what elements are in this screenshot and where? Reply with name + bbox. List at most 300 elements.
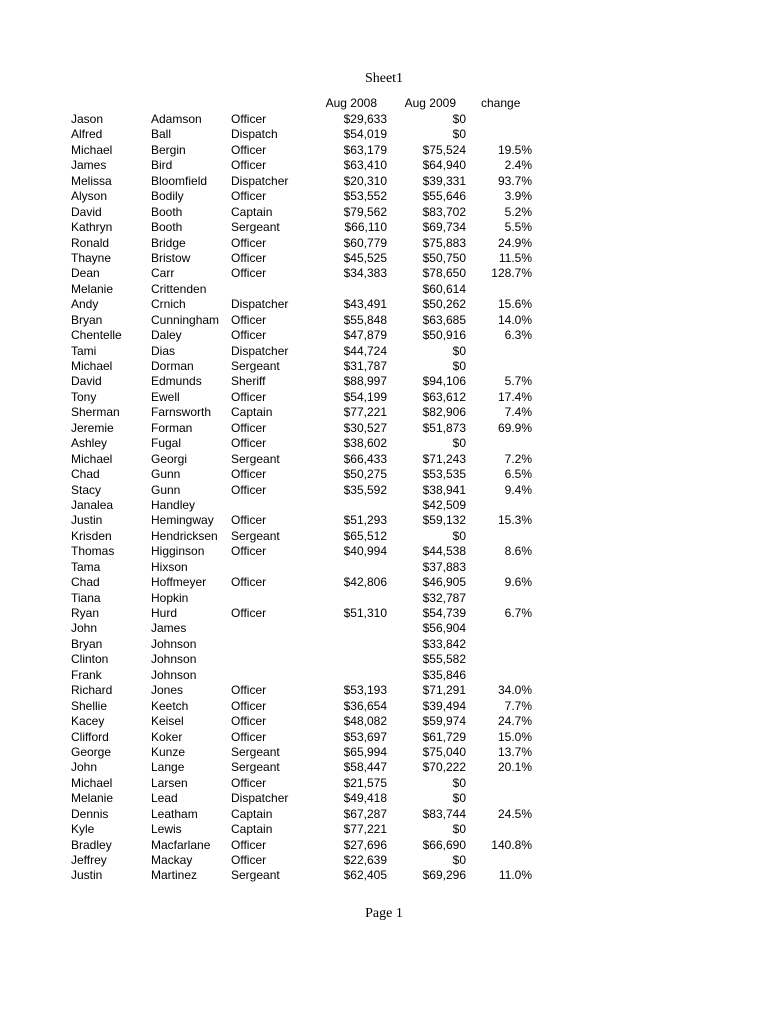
first-name-cell: Chad	[71, 467, 100, 482]
table-row	[0, 158, 768, 173]
first-name-cell: Clifford	[71, 729, 109, 744]
job-title-cell: Officer	[231, 158, 267, 173]
first-name-cell: Alfred	[71, 127, 103, 142]
last-name-cell: Leatham	[151, 806, 198, 821]
aug-2009-salary-cell: $50,916	[422, 328, 466, 343]
first-name-cell: Tama	[71, 559, 101, 574]
aug-2008-salary-cell: $43,491	[343, 297, 387, 312]
first-name-cell: Clinton	[71, 652, 109, 667]
change-percent-cell: 34.0%	[497, 683, 532, 698]
last-name-cell: Bodily	[151, 189, 184, 204]
change-percent-cell: 128.7%	[491, 266, 532, 281]
first-name-cell: Thayne	[71, 250, 112, 265]
aug-2009-salary-cell: $55,582	[422, 652, 466, 667]
change-percent-cell: 17.4%	[497, 389, 532, 404]
aug-2009-salary-cell: $42,509	[422, 497, 466, 512]
table-row	[0, 174, 768, 189]
last-name-cell: Bloomfield	[151, 173, 208, 188]
job-title-cell: Sergeant	[231, 868, 280, 883]
change-percent-cell: 5.5%	[504, 220, 532, 235]
aug-2009-salary-cell: $69,296	[422, 868, 466, 883]
table-row	[0, 483, 768, 498]
job-title-cell: Officer	[231, 467, 267, 482]
aug-2009-salary-cell: $44,538	[422, 544, 466, 559]
table-row	[0, 714, 768, 729]
aug-2009-salary-cell: $51,873	[422, 420, 466, 435]
aug-2008-salary-cell: $22,639	[343, 853, 387, 867]
change-percent-cell: 2.4%	[504, 158, 532, 173]
job-title-cell: Officer	[231, 482, 267, 497]
job-title-cell: Officer	[231, 575, 267, 590]
last-name-cell: Booth	[151, 220, 183, 235]
change-percent-cell: 24.5%	[497, 806, 532, 821]
aug-2009-salary-cell: $33,842	[422, 636, 466, 651]
job-title-cell: Officer	[231, 698, 267, 713]
first-name-cell: Kathryn	[71, 220, 113, 235]
change-percent-cell: 69.9%	[497, 420, 532, 435]
change-percent-cell: 15.6%	[497, 297, 532, 312]
first-name-cell: Melissa	[71, 173, 112, 188]
last-name-cell: Kunze	[151, 744, 186, 759]
job-title-cell: Officer	[231, 683, 267, 698]
last-name-cell: Handley	[151, 497, 196, 512]
table-row	[0, 220, 768, 235]
aug-2008-salary-cell: $51,293	[343, 513, 387, 528]
last-name-cell: Hurd	[151, 606, 178, 620]
first-name-cell: Michael	[71, 142, 113, 157]
aug-2009-salary-cell: $82,906	[422, 405, 466, 420]
aug-2008-salary-cell: $67,287	[343, 806, 387, 821]
last-name-cell: Lead	[151, 791, 178, 806]
change-percent-cell: 11.0%	[498, 868, 532, 883]
table-row	[0, 405, 768, 420]
table-row	[0, 359, 768, 374]
table-row	[0, 683, 768, 698]
first-name-cell: Melanie	[71, 281, 114, 296]
last-name-cell: Johnson	[151, 636, 197, 651]
first-name-cell: James	[71, 158, 107, 173]
aug-2009-salary-cell: $50,750	[422, 250, 466, 265]
aug-2009-salary-cell: $66,690	[422, 837, 466, 852]
aug-2008-salary-cell: $36,654	[343, 698, 387, 713]
last-name-cell: Dorman	[151, 359, 194, 373]
table-row	[0, 621, 768, 636]
table-row	[0, 498, 768, 513]
aug-2009-salary-cell: $38,941	[422, 482, 466, 497]
first-name-cell: Jeremie	[71, 420, 114, 435]
job-title-cell: Officer	[231, 714, 267, 729]
job-title-cell: Officer	[231, 544, 267, 559]
aug-2009-salary-cell: $0	[452, 822, 466, 837]
aug-2009-salary-cell: $64,940	[422, 158, 466, 173]
last-name-cell: Lange	[151, 760, 185, 775]
job-title-cell: Captain	[231, 405, 273, 420]
last-name-cell: Johnson	[151, 652, 197, 667]
first-name-cell: Frank	[71, 667, 102, 682]
last-name-cell: Daley	[151, 328, 182, 343]
change-percent-cell: 14.0%	[497, 312, 532, 327]
first-name-cell: Kacey	[71, 714, 105, 729]
table-row	[0, 344, 768, 359]
aug-2008-salary-cell: $20,310	[343, 173, 387, 188]
aug-2009-salary-cell: $0	[452, 127, 466, 142]
column-header-row	[0, 96, 768, 111]
aug-2009-salary-cell: $32,787	[422, 590, 466, 605]
change-percent-cell: 9.6%	[504, 575, 532, 590]
aug-2009-salary-cell: $55,646	[422, 189, 466, 204]
table-row	[0, 591, 768, 606]
first-name-cell: Ashley	[71, 436, 108, 451]
table-row	[0, 529, 768, 544]
first-name-cell: Tony	[71, 389, 97, 404]
change-percent-cell: 24.7%	[497, 714, 532, 729]
aug-2009-salary-cell: $83,702	[422, 204, 466, 219]
table-row	[0, 668, 768, 683]
table-row	[0, 205, 768, 220]
job-title-cell: Officer	[231, 235, 267, 250]
aug-2008-salary-cell: $45,525	[343, 250, 387, 265]
sheet-title: Sheet1	[364, 71, 404, 86]
first-name-cell: Tiana	[71, 590, 101, 605]
job-title-cell: Dispatcher	[231, 791, 289, 806]
table-row	[0, 112, 768, 127]
change-percent-cell: 20.1%	[497, 760, 532, 775]
aug-2008-salary-cell: $65,994	[343, 744, 387, 759]
aug-2008-salary-cell: $40,994	[343, 544, 387, 559]
aug-2008-salary-cell: $53,697	[343, 729, 387, 744]
job-title-cell: Officer	[231, 729, 267, 744]
first-name-cell: David	[71, 204, 102, 219]
first-name-cell: Michael	[71, 451, 113, 466]
aug-2009-salary-cell: $75,524	[422, 142, 466, 157]
job-title-cell: Dispatcher	[231, 297, 289, 312]
table-row	[0, 513, 768, 528]
last-name-cell: Bird	[151, 158, 173, 173]
aug-2009-salary-cell: $75,883	[422, 235, 466, 250]
last-name-cell: Edmunds	[151, 374, 202, 389]
table-row	[0, 436, 768, 451]
job-title-cell: Officer	[231, 112, 267, 126]
last-name-cell: Farnsworth	[151, 405, 212, 420]
first-name-cell: Melanie	[71, 791, 114, 806]
last-name-cell: Macfarlane	[151, 837, 211, 852]
first-name-cell: Krisden	[71, 528, 112, 543]
table-row	[0, 560, 768, 575]
first-name-cell: Andy	[71, 297, 99, 312]
table-row	[0, 467, 768, 482]
aug-2009-salary-cell: $94,106	[422, 374, 466, 389]
table-row	[0, 282, 768, 297]
job-title-cell: Officer	[231, 266, 267, 281]
last-name-cell: James	[151, 621, 187, 636]
aug-2009-salary-cell: $63,612	[422, 389, 466, 404]
aug-2008-salary-cell: $65,512	[343, 528, 387, 543]
aug-2008-salary-cell: $77,221	[343, 405, 387, 420]
last-name-cell: Bergin	[151, 142, 186, 157]
aug-2009-salary-cell: $53,535	[422, 467, 466, 482]
aug-2008-salary-cell: $77,221	[343, 822, 387, 837]
change-percent-cell: 5.7%	[504, 374, 532, 389]
aug-2008-salary-cell: $35,592	[343, 482, 387, 497]
aug-2009-salary-cell: $70,222	[422, 760, 466, 775]
first-name-cell: Thomas	[71, 544, 115, 559]
job-title-cell: Dispatcher	[231, 343, 289, 358]
table-row	[0, 544, 768, 559]
last-name-cell: Keetch	[151, 698, 189, 713]
job-title-cell: Officer	[231, 312, 267, 327]
change-percent-cell: 140.8%	[491, 837, 532, 852]
job-title-cell: Captain	[231, 204, 273, 219]
aug-2009-salary-cell: $37,883	[422, 559, 466, 574]
table-row	[0, 745, 768, 760]
last-name-cell: Ewell	[151, 389, 180, 404]
job-title-cell: Officer	[231, 513, 267, 528]
first-name-cell: Michael	[71, 775, 113, 790]
first-name-cell: John	[71, 621, 98, 636]
change-percent-cell: 19.5%	[497, 142, 532, 157]
first-name-cell: Michael	[71, 359, 113, 373]
table-row	[0, 297, 768, 312]
change-percent-cell: 13.7%	[497, 744, 532, 759]
last-name-cell: Ball	[151, 127, 172, 142]
aug-2009-salary-cell: $0	[452, 359, 466, 373]
change-percent-cell: 7.7%	[504, 698, 532, 713]
aug-2009-salary-cell: $35,846	[422, 667, 466, 682]
last-name-cell: Hoffmeyer	[151, 575, 207, 590]
table-row	[0, 822, 768, 837]
change-percent-cell: 6.7%	[504, 606, 532, 620]
job-title-cell: Sergeant	[231, 451, 280, 466]
aug-2008-salary-cell: $55,848	[343, 312, 387, 327]
table-row	[0, 421, 768, 436]
last-name-cell: Bristow	[151, 250, 191, 265]
table-row	[0, 328, 768, 343]
aug-2008-salary-cell: $47,879	[343, 328, 387, 343]
last-name-cell: Mackay	[151, 853, 193, 867]
aug-2008-salary-cell: $63,410	[343, 158, 387, 173]
first-name-cell: Chentelle	[71, 328, 122, 343]
table-row	[0, 760, 768, 775]
table-row	[0, 652, 768, 667]
last-name-cell: Adamson	[151, 112, 202, 126]
last-name-cell: Hendricksen	[151, 528, 218, 543]
last-name-cell: Larsen	[151, 775, 188, 790]
aug-2009-salary-cell: $0	[452, 775, 466, 790]
last-name-cell: Gunn	[151, 482, 181, 497]
aug-2009-salary-cell: $54,739	[422, 606, 466, 620]
job-title-cell: Sheriff	[231, 374, 266, 389]
table-row	[0, 251, 768, 266]
table-row	[0, 730, 768, 745]
last-name-cell: Crnich	[151, 297, 186, 312]
job-title-cell: Officer	[231, 606, 267, 620]
change-percent-cell: 7.2%	[504, 451, 532, 466]
change-percent-cell: 93.7%	[497, 173, 532, 188]
aug-2009-salary-cell: $56,904	[422, 621, 466, 636]
last-name-cell: Hixson	[151, 559, 188, 574]
aug-2008-salary-cell: $53,552	[343, 189, 387, 204]
aug-2009-salary-cell: $59,974	[422, 714, 466, 729]
aug-2009-salary-cell: $39,494	[422, 698, 466, 713]
first-name-cell: Shellie	[71, 698, 108, 713]
aug-2008-salary-cell: $29,633	[343, 112, 387, 126]
change-percent-cell: 15.3%	[497, 513, 532, 528]
table-row	[0, 776, 768, 791]
aug-2008-salary-cell: $50,275	[343, 467, 387, 482]
last-name-cell: Gunn	[151, 467, 181, 482]
first-name-cell: Justin	[71, 868, 103, 883]
header-aug-2009: Aug 2009	[404, 96, 456, 110]
job-title-cell: Officer	[231, 250, 267, 265]
last-name-cell: Johnson	[151, 667, 197, 682]
aug-2008-salary-cell: $31,787	[343, 359, 387, 373]
last-name-cell: Keisel	[151, 714, 184, 729]
aug-2009-salary-cell: $50,262	[422, 297, 466, 312]
change-percent-cell: 11.5%	[498, 250, 532, 265]
aug-2008-salary-cell: $51,310	[343, 606, 387, 620]
aug-2008-salary-cell: $38,602	[343, 436, 387, 451]
first-name-cell: Jeffrey	[71, 853, 107, 867]
job-title-cell: Captain	[231, 822, 273, 837]
first-name-cell: Janalea	[71, 497, 114, 512]
aug-2008-salary-cell: $27,696	[343, 837, 387, 852]
job-title-cell: Officer	[231, 436, 267, 451]
first-name-cell: Ryan	[71, 606, 100, 620]
table-row	[0, 807, 768, 822]
change-percent-cell: 24.9%	[497, 235, 532, 250]
last-name-cell: Booth	[151, 204, 183, 219]
table-row	[0, 606, 768, 621]
last-name-cell: Forman	[151, 420, 193, 435]
aug-2008-salary-cell: $21,575	[343, 775, 387, 790]
table-row	[0, 452, 768, 467]
job-title-cell: Officer	[231, 142, 267, 157]
table-row	[0, 853, 768, 868]
job-title-cell: Sergeant	[231, 359, 280, 373]
aug-2009-salary-cell: $69,734	[422, 220, 466, 235]
last-name-cell: Carr	[151, 266, 175, 281]
aug-2008-salary-cell: $30,527	[343, 420, 387, 435]
job-title-cell: Officer	[231, 853, 267, 867]
table-row	[0, 390, 768, 405]
job-title-cell: Officer	[231, 389, 267, 404]
job-title-cell: Officer	[231, 775, 267, 790]
first-name-cell: Kyle	[71, 822, 95, 837]
header-aug-2008: Aug 2008	[325, 96, 377, 110]
aug-2009-salary-cell: $59,132	[422, 513, 466, 528]
page-footer: Page 1	[365, 906, 403, 921]
header-change: change	[481, 96, 521, 110]
first-name-cell: George	[71, 744, 112, 759]
job-title-cell: Dispatcher	[231, 173, 289, 188]
table-row	[0, 699, 768, 714]
last-name-cell: Cunningham	[151, 312, 220, 327]
first-name-cell: David	[71, 374, 102, 389]
table-row	[0, 127, 768, 142]
aug-2009-salary-cell: $0	[452, 853, 466, 867]
first-name-cell: Ronald	[71, 235, 110, 250]
first-name-cell: Richard	[71, 683, 113, 698]
job-title-cell: Sergeant	[231, 220, 280, 235]
aug-2009-salary-cell: $0	[452, 528, 466, 543]
table-row	[0, 637, 768, 652]
aug-2009-salary-cell: $0	[452, 436, 466, 451]
aug-2008-salary-cell: $34,383	[343, 266, 387, 281]
aug-2008-salary-cell: $53,193	[343, 683, 387, 698]
aug-2008-salary-cell: $62,405	[343, 868, 387, 883]
last-name-cell: Bridge	[151, 235, 186, 250]
aug-2009-salary-cell: $39,331	[422, 173, 466, 188]
table-row	[0, 374, 768, 389]
change-percent-cell: 15.0%	[497, 729, 532, 744]
last-name-cell: Hemingway	[151, 513, 214, 528]
first-name-cell: Stacy	[71, 482, 102, 497]
first-name-cell: John	[71, 760, 98, 775]
aug-2008-salary-cell: $42,806	[343, 575, 387, 590]
first-name-cell: Jason	[71, 112, 104, 126]
aug-2008-salary-cell: $79,562	[343, 204, 387, 219]
table-row	[0, 838, 768, 853]
aug-2009-salary-cell: $61,729	[422, 729, 466, 744]
job-title-cell: Officer	[231, 328, 267, 343]
table-row	[0, 143, 768, 158]
aug-2009-salary-cell: $0	[452, 112, 466, 126]
change-percent-cell: 8.6%	[504, 544, 532, 559]
table-row	[0, 868, 768, 883]
change-percent-cell: 7.4%	[504, 405, 532, 420]
change-percent-cell: 3.9%	[504, 189, 532, 204]
change-percent-cell: 5.2%	[504, 204, 532, 219]
first-name-cell: Bryan	[71, 312, 103, 327]
last-name-cell: Fugal	[151, 436, 182, 451]
first-name-cell: Bryan	[71, 636, 103, 651]
change-percent-cell: 9.4%	[504, 482, 532, 497]
aug-2008-salary-cell: $54,019	[343, 127, 387, 142]
first-name-cell: Justin	[71, 513, 103, 528]
aug-2008-salary-cell: $63,179	[343, 142, 387, 157]
aug-2009-salary-cell: $0	[452, 343, 466, 358]
aug-2008-salary-cell: $44,724	[343, 343, 387, 358]
aug-2008-salary-cell: $88,997	[343, 374, 387, 389]
aug-2008-salary-cell: $48,082	[343, 714, 387, 729]
salary-table	[0, 112, 768, 884]
job-title-cell: Officer	[231, 420, 267, 435]
first-name-cell: Bradley	[71, 837, 112, 852]
aug-2008-salary-cell: $66,433	[343, 451, 387, 466]
table-row	[0, 313, 768, 328]
aug-2009-salary-cell: $60,614	[422, 281, 466, 296]
aug-2009-salary-cell: $71,243	[422, 451, 466, 466]
job-title-cell: Sergeant	[231, 760, 280, 775]
job-title-cell: Officer	[231, 189, 267, 204]
last-name-cell: Koker	[151, 729, 183, 744]
aug-2008-salary-cell: $54,199	[343, 389, 387, 404]
aug-2008-salary-cell: $58,447	[343, 760, 387, 775]
aug-2009-salary-cell: $78,650	[422, 266, 466, 281]
table-row	[0, 236, 768, 251]
last-name-cell: Higginson	[151, 544, 205, 559]
job-title-cell: Officer	[231, 837, 267, 852]
aug-2008-salary-cell: $66,110	[344, 220, 387, 235]
aug-2009-salary-cell: $46,905	[422, 575, 466, 590]
table-row	[0, 189, 768, 204]
first-name-cell: Chad	[71, 575, 100, 590]
job-title-cell: Captain	[231, 806, 273, 821]
first-name-cell: Tami	[71, 343, 97, 358]
change-percent-cell: 6.3%	[504, 328, 532, 343]
table-row	[0, 575, 768, 590]
last-name-cell: Georgi	[151, 451, 188, 466]
